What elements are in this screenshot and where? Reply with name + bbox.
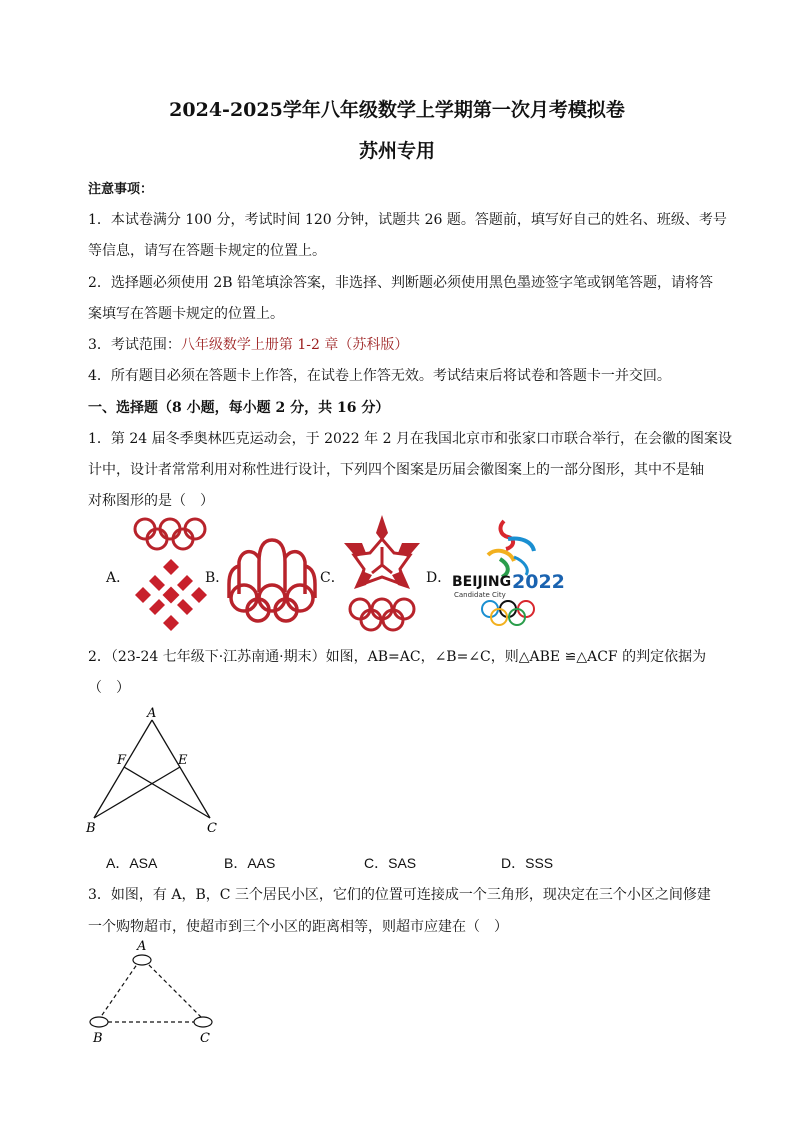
- notice-2b: 案填写在答题卡规定的位置上。: [88, 306, 284, 322]
- q2-answer-b: B．AAS: [224, 855, 276, 871]
- logo-d-beijing: BEIJING: [452, 574, 512, 590]
- q2-answer-a: A．ASA: [106, 855, 158, 871]
- logo-d-image: [448, 517, 566, 631]
- notice-1a: 1．本试卷满分 100 分，考试时间 120 分钟，试题共 26 题。答题前，填写好自己的姓名、班级、考号: [88, 212, 727, 228]
- logo-d-sub: Candidate City: [454, 591, 506, 599]
- q3-triangle-figure: [84, 934, 224, 1046]
- q1-line1: 1．第 24 届冬季奥林匹克运动会，于 2022 年 2 月在我国北京市和张家口市联合举行，在会徽的图案设: [88, 431, 732, 447]
- q2-label-b: B: [86, 821, 96, 836]
- q1-option-a: A．: [106, 570, 131, 586]
- logo-a-image: [125, 515, 217, 633]
- q2-label-a: A: [147, 706, 157, 721]
- logo-b-image: [225, 532, 319, 624]
- notice-heading: 注意事项：: [88, 182, 154, 197]
- q2-answer-d: D．SSS: [501, 855, 554, 871]
- exam-title: 2024-2025学年八年级数学上学期第一次月考模拟卷: [169, 99, 625, 121]
- q2-label-f: F: [117, 753, 127, 768]
- q1-option-c: C．: [320, 570, 345, 586]
- q2-label-c: C: [207, 821, 217, 836]
- q3-line2: 一个购物超市，使超市到三个小区的距离相等，则超市应建在（ ）: [88, 919, 508, 935]
- notice-2a: 2．选择题必须使用 2B 铅笔填涂答案，非选择、判断题必须使用黑色墨迹签字笔或钢笔答题，请将答: [88, 275, 714, 291]
- q3-label-c: C: [200, 1031, 210, 1046]
- q3-label-b: B: [93, 1031, 103, 1046]
- q1-line3: 对称图形的是（ ）: [88, 493, 214, 509]
- notice-3: [88, 334, 408, 354]
- q2-line1: 2．（23-24 七年级下·江苏南通·期末）如图，AB=AC，∠B=∠C，则△ABE ≌△ACF 的判定依据为: [88, 649, 707, 665]
- q1-option-d: D．: [426, 570, 452, 586]
- logo-d-year: 2022: [512, 571, 565, 593]
- q3-line1: 3．如图，有 A，B，C 三个居民小区，它们的位置可连接成一个三角形，现决定在三个小区之间修建: [88, 887, 711, 903]
- exam-subtitle: 苏州专用: [358, 140, 435, 162]
- section-heading: 一、选择题（8 小题，每小题 2 分，共 16 分）: [88, 400, 390, 416]
- q2-answer-c: C．SAS: [364, 855, 417, 871]
- q2-label-e: E: [178, 753, 188, 768]
- q1-line2: 计中，设计者常常利用对称性进行设计，下列四个图案是历届会徽图案上的一部分图形，其中不是轴: [88, 462, 704, 478]
- notice-1b: 等信息，请写在答题卡规定的位置上。: [88, 243, 326, 259]
- q2-triangle-figure: [82, 704, 232, 838]
- q3-label-a: A: [137, 939, 147, 954]
- q2-line2: （ ）: [88, 680, 130, 696]
- notice-3-prefix: 3．考试范围：: [88, 337, 181, 353]
- exam-range: 八年级数学上册第 1-2 章（苏科版）: [180, 337, 409, 353]
- q1-option-b: B．: [205, 570, 230, 586]
- logo-c-image: [340, 513, 424, 635]
- notice-4: 4．所有题目必须在答题卡上作答，在试卷上作答无效。考试结束后将试卷和答题卡一并交回。: [88, 368, 671, 384]
